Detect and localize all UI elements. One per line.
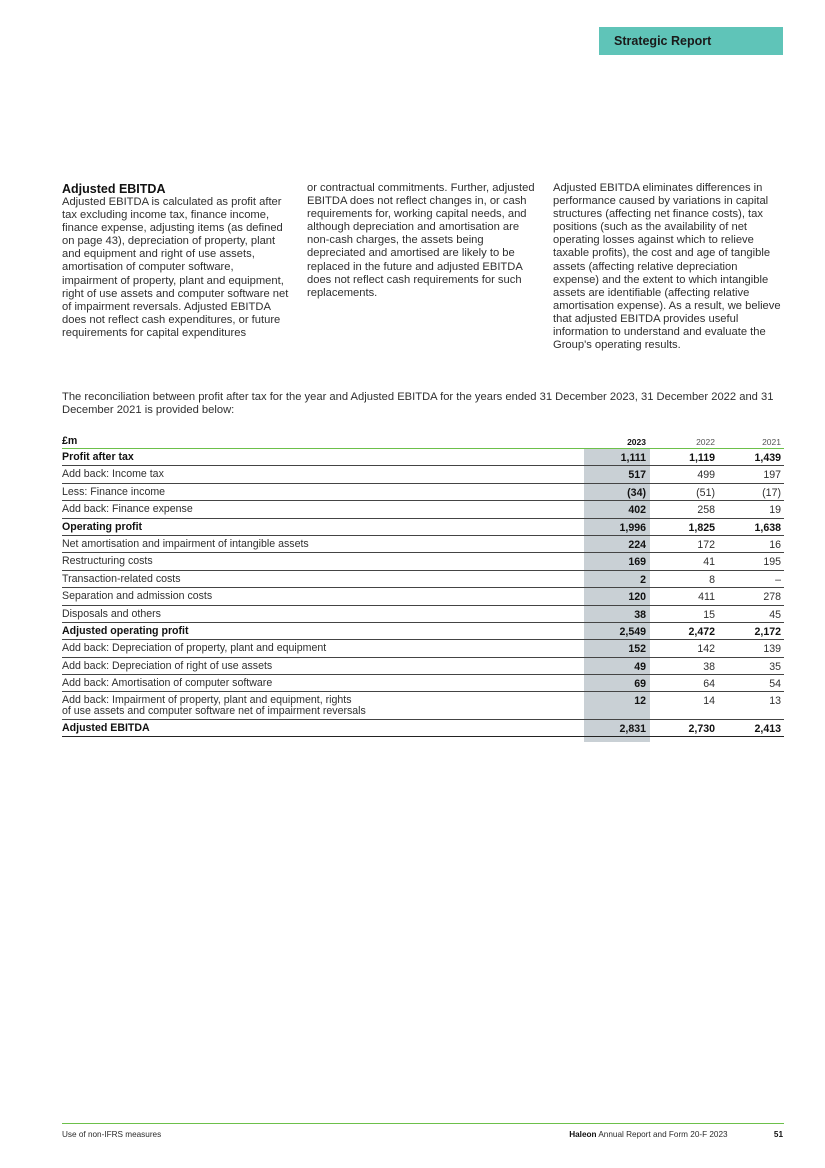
table-row xyxy=(62,588,784,605)
value-2023: 120 xyxy=(628,591,646,604)
value-2022: 411 xyxy=(698,591,715,604)
row-label xyxy=(62,591,562,602)
value-2023: 49 xyxy=(634,660,646,673)
value-2021: 2,413 xyxy=(754,722,781,735)
section-heading: Adjusted EBITDA xyxy=(62,182,166,196)
paragraph-2: or contractual commitments. Further, adjusted EBITDA does not reflect changes in, or cash requirements for, working capital needs, and although depreciation and amortisation are non-cash charges, the assets being depreciated and amortised are likely to be replaced in the future and adjusted EBITDA does not reflect cash requirements for such replacements. xyxy=(307,182,535,299)
value-2023: 224 xyxy=(628,538,646,551)
section-tab: Strategic Report xyxy=(599,27,783,55)
row-label xyxy=(62,723,562,734)
value-2021: 278 xyxy=(763,591,781,604)
value-2023: 38 xyxy=(634,608,646,621)
table-row xyxy=(62,623,784,640)
unit-label: £m xyxy=(62,435,78,447)
table-header xyxy=(62,432,784,449)
table-row xyxy=(62,692,784,720)
value-2022: 258 xyxy=(697,504,715,517)
row-label-line: Profit after tax xyxy=(62,451,134,463)
value-2021: 45 xyxy=(769,608,781,621)
value-2021: 1,638 xyxy=(754,521,781,534)
row-label-line: Transaction-related costs xyxy=(62,572,181,585)
table-row xyxy=(62,553,784,570)
footer-rule xyxy=(62,1123,784,1124)
table-row xyxy=(62,658,784,675)
text-column-2 xyxy=(307,182,539,300)
table-row xyxy=(62,675,784,692)
row-label xyxy=(62,539,562,550)
footer-section-name: Use of non-IFRS measures xyxy=(62,1130,162,1139)
value-2023: 69 xyxy=(634,678,646,691)
value-2022: 14 xyxy=(703,695,715,708)
table-row xyxy=(62,720,784,737)
value-2022: 15 xyxy=(703,608,715,621)
value-2023: 2,831 xyxy=(619,722,646,735)
table-row xyxy=(62,536,784,553)
row-label xyxy=(62,695,562,717)
brand-name: Haleon xyxy=(569,1130,597,1139)
table-intro: The reconciliation between profit after tax for the year and Adjusted EBITDA for the years ended 31 December 2023, 31 December 2022 and 31 December 2021 is provided below: xyxy=(62,391,774,416)
value-2023: 169 xyxy=(628,556,646,569)
table-row xyxy=(62,571,784,588)
year-2021-header: 2021 xyxy=(762,437,781,447)
value-2021: 16 xyxy=(769,538,781,551)
value-2021: (17) xyxy=(762,486,781,499)
value-2021: – xyxy=(775,573,781,586)
row-label-line: Adjusted EBITDA xyxy=(62,721,150,734)
row-label-line: Adjusted operating profit xyxy=(62,624,189,637)
value-2021: 35 xyxy=(769,660,781,673)
value-2021: 197 xyxy=(763,469,781,482)
value-2022: 41 xyxy=(703,556,715,569)
value-2022: 1,825 xyxy=(688,521,715,534)
row-label-line: Restructuring costs xyxy=(62,555,153,568)
value-2022: 2,730 xyxy=(688,722,715,735)
row-label xyxy=(62,678,562,689)
paragraph-3: Adjusted EBITDA eliminates differences in performance caused by variations in capital structures (affecting net finance costs), tax positions (such as the availability of net operating losses against which to relieve taxable profits), the cost and age of tangible assets (affecting relative depreciation expense) and the extent to which intangible assets are identifiable (affecting relative amortisation expense). As a result, we believe that adjusted EBITDA provides useful information to understand and evaluate the Group's operating results. xyxy=(553,182,781,352)
row-label-line: Add back: Finance expense xyxy=(62,503,193,516)
value-2023: 12 xyxy=(634,695,646,708)
table-row xyxy=(62,501,784,518)
row-label-line-2: of use assets and computer software net of impairment reversals xyxy=(62,705,366,718)
row-label-line: Operating profit xyxy=(62,520,143,533)
paragraph-1: Adjusted EBITDA is calculated as profit after tax excluding income tax, finance income, finance expense, adjusting items (as defined on page 43), depreciation of property, plant and equipment and right of use assets, amortisation of computer software, impairment of property, plant and equipment, right of use assets and computer software net of impairment reversals. Adjusted EBITDA does not reflect cash expenditures, or future requirements for capital expenditures xyxy=(62,196,289,339)
value-2021: 19 xyxy=(769,504,781,517)
row-label xyxy=(62,574,562,585)
row-label xyxy=(62,522,562,533)
table-row xyxy=(62,466,784,483)
value-2022: 499 xyxy=(697,469,715,482)
table-body xyxy=(62,449,784,737)
row-label-line: Add back: Impairment of property, plant and equipment, rights xyxy=(62,694,352,707)
row-label xyxy=(62,556,562,567)
page-number: 51 xyxy=(773,1130,783,1139)
value-2023: 517 xyxy=(628,469,646,482)
report-title: Annual Report and Form 20-F 2023 xyxy=(598,1130,728,1139)
value-2022: 1,119 xyxy=(689,452,715,464)
value-2021: 2,172 xyxy=(754,625,781,638)
row-label-line: Add back: Depreciation of property, plant and equipment xyxy=(62,642,327,655)
row-label xyxy=(62,626,562,637)
row-label-line: Add back: Depreciation of right of use assets xyxy=(62,659,273,672)
year-2022-header: 2022 xyxy=(696,437,715,447)
text-column-1 xyxy=(62,182,290,340)
value-2022: (51) xyxy=(696,486,715,499)
row-label-line: Disposals and others xyxy=(62,607,161,620)
row-label xyxy=(62,504,562,515)
value-2022: 64 xyxy=(703,678,715,691)
row-label-line: Add back: Income tax xyxy=(62,468,164,481)
row-label xyxy=(62,609,562,620)
year-2023-header: 2023 xyxy=(627,437,646,447)
row-label-line: Net amortisation and impairment of intangible assets xyxy=(62,537,309,550)
value-2023: 2 xyxy=(640,573,646,586)
value-2023: 1,996 xyxy=(619,521,646,534)
footer-publication xyxy=(569,1130,783,1139)
row-label xyxy=(62,661,562,672)
value-2021: 195 xyxy=(763,556,781,569)
table-row xyxy=(62,640,784,657)
value-2021: 54 xyxy=(769,678,781,691)
row-label xyxy=(62,643,562,654)
row-label xyxy=(62,452,562,463)
value-2022: 2,472 xyxy=(688,625,715,638)
value-2022: 8 xyxy=(709,573,715,586)
row-label-line: Separation and admission costs xyxy=(62,590,213,603)
row-label-line: Less: Finance income xyxy=(62,485,166,498)
value-2022: 38 xyxy=(703,660,715,673)
table-row xyxy=(62,606,784,623)
value-2022: 142 xyxy=(697,643,715,656)
table-row xyxy=(62,484,784,501)
value-2021: 1,439 xyxy=(754,452,781,464)
row-label xyxy=(62,469,562,480)
reconciliation-table xyxy=(62,432,784,737)
value-2021: 13 xyxy=(769,695,781,708)
text-column-3 xyxy=(553,182,785,352)
value-2023: 2,549 xyxy=(619,625,646,638)
value-2023: 402 xyxy=(628,504,646,517)
row-label xyxy=(62,487,562,498)
value-2023: 1,111 xyxy=(620,452,646,464)
table-row xyxy=(62,449,784,466)
value-2023: 152 xyxy=(628,643,646,656)
row-label-line: Add back: Amortisation of computer software xyxy=(62,677,273,690)
value-2022: 172 xyxy=(697,538,715,551)
value-2021: 139 xyxy=(763,643,781,656)
value-2023: (34) xyxy=(627,486,646,499)
table-row xyxy=(62,519,784,536)
